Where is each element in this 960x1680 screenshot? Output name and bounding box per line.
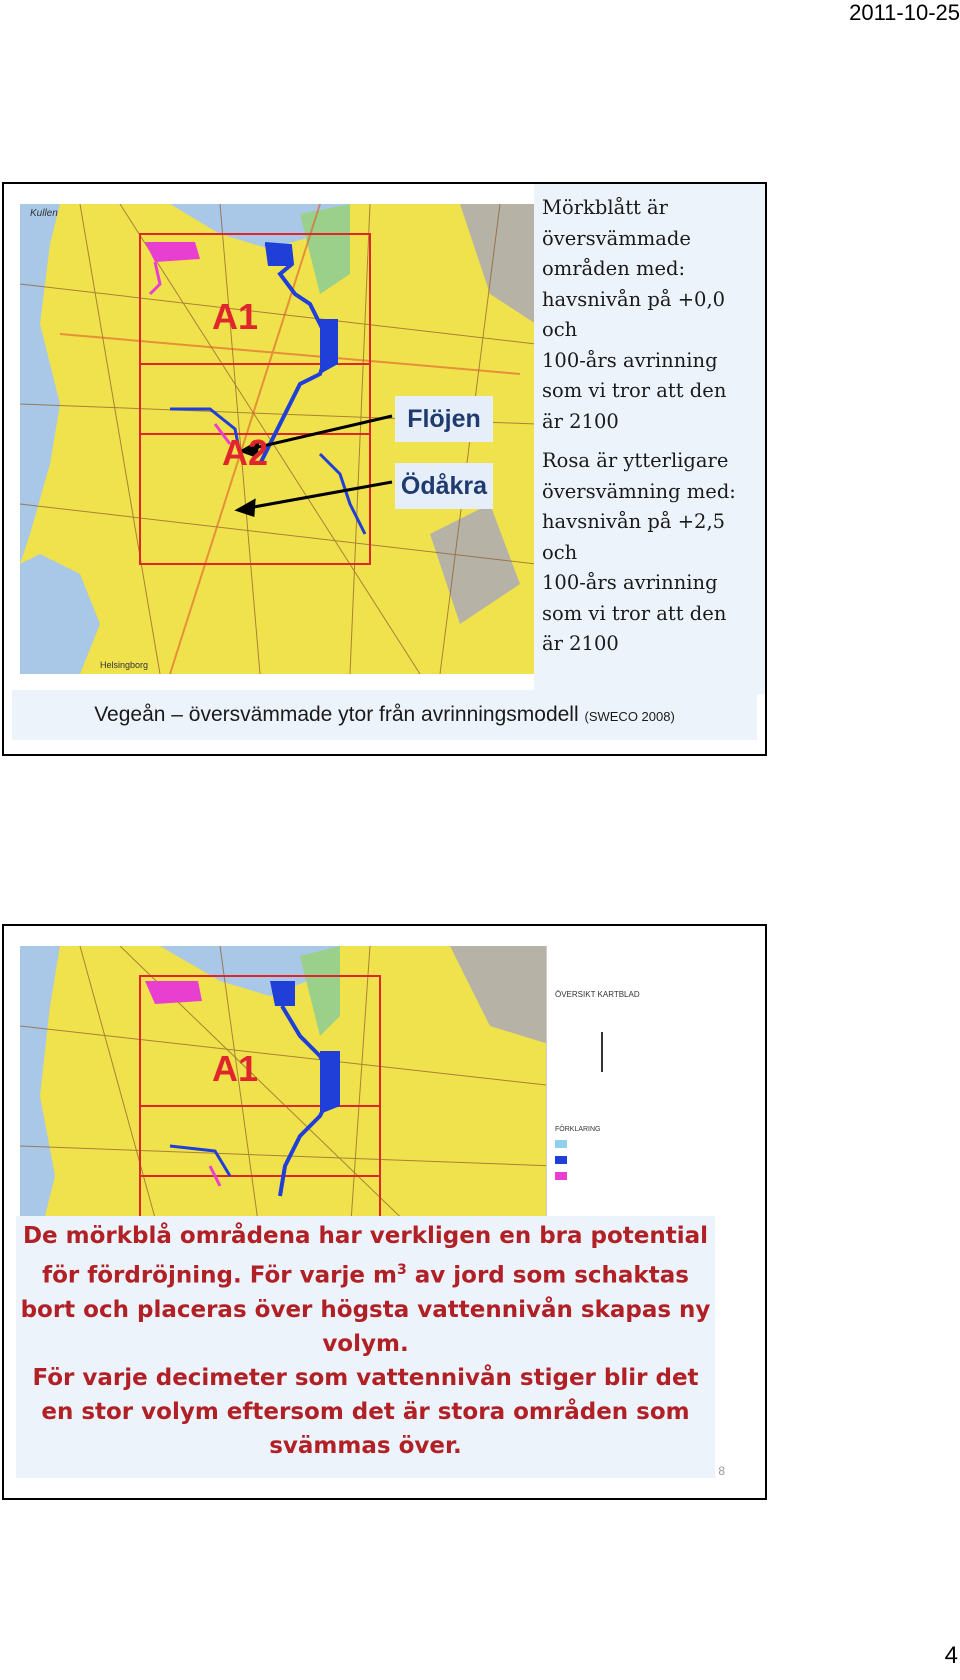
sheet-title: ÖVERSIKT KARTBLAD bbox=[555, 990, 640, 999]
slide-2 bbox=[2, 924, 767, 1500]
legend-swatch-dark-blue bbox=[555, 1156, 567, 1164]
map-label-a2: A2 bbox=[222, 432, 269, 473]
map-text-kullen: Kullen bbox=[30, 208, 58, 219]
overlay-paragraph-1 bbox=[16, 1216, 715, 1361]
flood-map-2-graphic bbox=[20, 946, 555, 1236]
slide2-text-overlay bbox=[16, 1216, 715, 1478]
legend-paragraph-pink: Rosa är ytterligare översvämning med: havsnivån på +2,5 och 100-års avrinning som vi tror att den är 2100 bbox=[542, 449, 736, 655]
map-label-a1: A1 bbox=[212, 296, 259, 337]
slide-1 bbox=[2, 182, 767, 756]
caption-main: Vegeån – översvämmade ytor från avrinningsmodell bbox=[94, 703, 579, 726]
overlay-sup: 3 bbox=[396, 1262, 407, 1278]
label-flojen: Flöjen bbox=[395, 396, 493, 442]
overlay-line-1: De mörkblå områdena har verkligen en bra potential för fördröjning. För varje bbox=[22, 1223, 709, 1289]
map-sheet-legend bbox=[546, 946, 675, 1224]
slide-caption bbox=[12, 690, 757, 740]
sheet-legend-title: FÖRKLARING bbox=[555, 1126, 601, 1133]
overlay-line-1b: av jord som schaktas bort och placeras över högsta vattennivån skapas ny volym. bbox=[20, 1262, 711, 1357]
overlay-paragraph-2: För varje decimeter som vattennivån stiger blir det en stor volym eftersom det är stora områden som svämmas över. bbox=[32, 1364, 699, 1459]
north-arrow-icon bbox=[601, 1032, 603, 1072]
caption-source: (SWECO 2008) bbox=[584, 709, 675, 724]
legend-text bbox=[534, 184, 765, 694]
legend-swatch-light-blue bbox=[555, 1140, 567, 1148]
label-odakra: Ödåkra bbox=[395, 463, 493, 509]
header-date: 2011-10-25 bbox=[849, 0, 960, 25]
slide-number: 8 bbox=[718, 1464, 725, 1478]
map-label-a1-slide2: A1 bbox=[212, 1048, 259, 1089]
flood-map-2 bbox=[20, 946, 555, 1236]
overlay-m: m bbox=[373, 1262, 397, 1289]
map-text-helsingborg: Helsingborg bbox=[100, 660, 149, 670]
legend-swatch-pink bbox=[555, 1172, 567, 1180]
page-number: 4 bbox=[944, 1642, 958, 1669]
legend-paragraph-dark-blue: Mörkblått är översvämmade områden med: havsnivån på +0,0 och 100-års avrinning som vi tror att den är 2100 bbox=[542, 196, 727, 433]
